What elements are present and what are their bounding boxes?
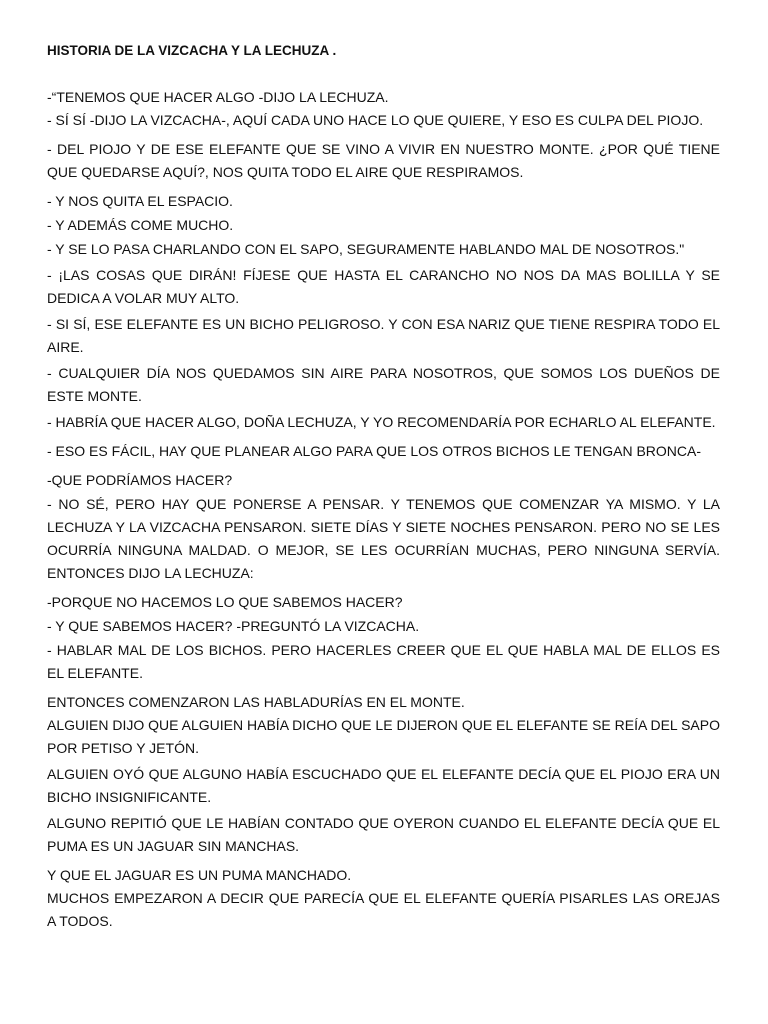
paragraph: - Y NOS QUITA EL ESPACIO.	[47, 193, 233, 209]
paragraph: ALGUIEN OYÓ QUE ALGUNO HABÍA ESCUCHADO QUE EL ELEFANTE DECÍA QUE EL PIOJO ERA UN BICHO INSIGNIFICANTE.	[47, 766, 720, 805]
paragraph: - Y SE LO PASA CHARLANDO CON EL SAPO, SEGURAMENTE HABLANDO MAL DE NOSOTROS."	[47, 241, 685, 257]
paragraph: MUCHOS EMPEZARON A DECIR QUE PARECÍA QUE EL ELEFANTE QUERÍA PISARLES LAS OREJAS A TODOS.	[47, 890, 720, 929]
paragraph: - HABRÍA QUE HACER ALGO, DOÑA LECHUZA, Y YO RECOMENDARÍA POR ECHARLO AL ELEFANTE.	[47, 414, 716, 430]
paragraph: - SÍ SÍ -DIJO LA VIZCACHA-, AQUÍ CADA UNO HACE LO QUE QUIERE, Y ESO ES CULPA DEL PIOJO.	[47, 112, 704, 128]
paragraph: - HABLAR MAL DE LOS BICHOS. PERO HACERLES CREER QUE EL QUE HABLA MAL DE ELLOS ES EL ELEFANTE.	[47, 642, 720, 681]
paragraph: ALGUIEN DIJO QUE ALGUIEN HABÍA DICHO QUE LE DIJERON QUE EL ELEFANTE SE REÍA DEL SAPO POR PETISO Y JETÓN.	[47, 717, 720, 756]
paragraph: -QUE PODRÍAMOS HACER?	[47, 472, 233, 488]
paragraph: - ESO ES FÁCIL, HAY QUE PLANEAR ALGO PARA QUE LOS OTROS BICHOS LE TENGAN BRONCA-	[47, 443, 702, 459]
paragraph: Y QUE EL JAGUAR ES UN PUMA MANCHADO.	[47, 867, 352, 883]
paragraph: - Y QUE SABEMOS HACER? -PREGUNTÓ LA VIZCACHA.	[47, 618, 420, 634]
paragraph: - CUALQUIER DÍA NOS QUEDAMOS SIN AIRE PARA NOSOTROS, QUE SOMOS LOS DUEÑOS DE ESTE MONTE.	[47, 365, 720, 404]
document-page	[47, 40, 720, 933]
document-title: HISTORIA DE LA VIZCACHA Y LA LECHUZA .	[47, 43, 337, 58]
paragraph: ENTONCES COMENZARON LAS HABLADURÍAS EN EL MONTE.	[47, 694, 465, 710]
paragraph: -“TENEMOS QUE HACER ALGO -DIJO LA LECHUZA.	[47, 89, 389, 105]
paragraph: -PORQUE NO HACEMOS LO QUE SABEMOS HACER?	[47, 594, 403, 610]
paragraph: - Y ADEMÁS COME MUCHO.	[47, 217, 234, 233]
paragraph: - ¡LAS COSAS QUE DIRÁN! FÍJESE QUE HASTA EL CARANCHO NO NOS DA MAS BOLILLA Y SE DEDICA A VOLAR MUY ALTO.	[47, 267, 720, 306]
paragraph: - DEL PIOJO Y DE ESE ELEFANTE QUE SE VINO A VIVIR EN NUESTRO MONTE. ¿POR QUÉ TIENE QUE QUEDARSE AQUÍ?, NOS QUITA TODO EL AIRE QUE RESPIRAMOS.	[47, 141, 720, 180]
paragraph: - NO SÉ, PERO HAY QUE PONERSE A PENSAR. Y TENEMOS QUE COMENZAR YA MISMO. Y LA LECHUZA Y LA VIZCACHA PENSARON. SIETE DÍAS Y SIETE NOCHES PENSARON. PERO NO SE LES OCURRÍA NINGUNA MALDAD. O MEJOR, SE LES OCURRÍAN MUCHAS, PERO NINGUNA SERVÍA. ENTONCES DIJO LA LECHUZA:	[47, 496, 720, 581]
paragraph: - SI SÍ, ESE ELEFANTE ES UN BICHO PELIGROSO. Y CON ESA NARIZ QUE TIENE RESPIRA TODO EL AIRE.	[47, 316, 720, 355]
paragraph: ALGUNO REPITIÓ QUE LE HABÍAN CONTADO QUE OYERON CUANDO EL ELEFANTE DECÍA QUE EL PUMA ES UN JAGUAR SIN MANCHAS.	[47, 815, 720, 854]
